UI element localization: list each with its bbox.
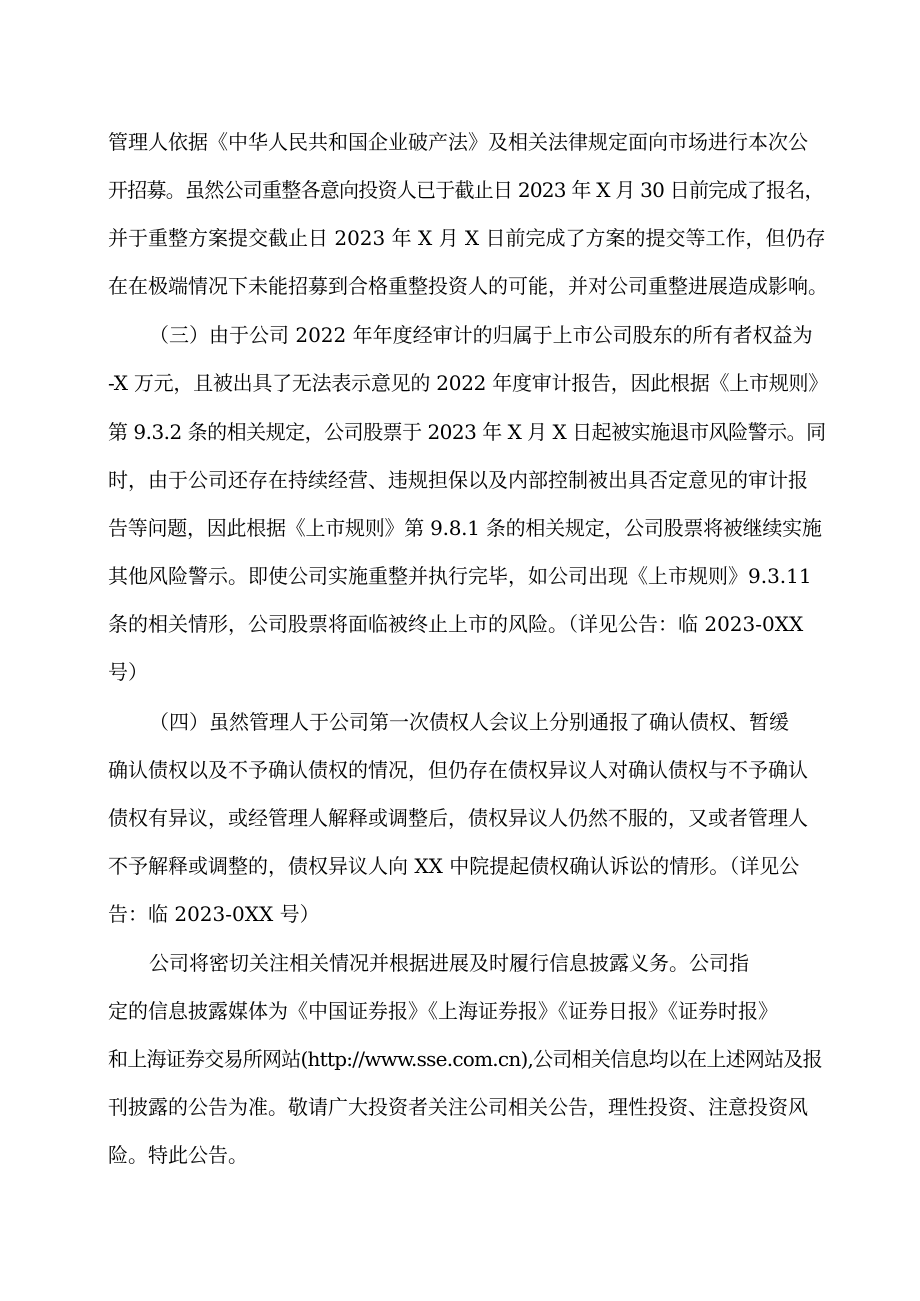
paragraph-4-line-2: 定的信息披露媒体为《中国证券报》《上海证券报》《证券日报》《证券时报》: [108, 999, 778, 1023]
paragraph-2-line-2: -X 万元，且被出具了无法表示意见的 2022 年度审计报告，因此根据《上市规则》: [108, 371, 829, 395]
paragraph-1-line-1: 管理人依据《中华人民共和国企业破产法》及相关法律规定面向市场进行本次公: [108, 130, 808, 154]
paragraph-3-line-5: 告：临 2023-0XX 号）: [108, 902, 320, 926]
paragraph-2-line-6: 其他风险警示。即使公司实施重整并执行完毕，如公司出现《上市规则》9.3.11: [108, 564, 812, 588]
paragraph-2-line-1: （三）由于公司 2022 年年度经审计的归属于上市公司股东的所有者权益为: [149, 323, 813, 347]
paragraph-3-line-2: 确认债权以及不予确认债权的情况，但仍存在债权异议人对确认债权与不予确认: [108, 758, 808, 782]
paragraph-3-line-1: （四）虽然管理人于公司第一次债权人会议上分别通报了确认债权、暂缓: [149, 710, 789, 734]
paragraph-2-line-8: 号）: [108, 660, 148, 684]
paragraph-2-line-3: 第 9.3.2 条的相关规定，公司股票于 2023 年 X 月 X 日起被实施退市风险警示。同: [108, 420, 826, 444]
paragraph-3-line-4: 不予解释或调整的，债权异议人向 XX 中院提起债权确认诉讼的情形。（详见公: [108, 854, 800, 878]
paragraph-1-line-2: 开招募。虽然公司重整各意向投资人已于截止日 2023 年 X 月 30 日前完成了报名，: [108, 178, 824, 202]
paragraph-2-line-4: 时，由于公司还存在持续经营、违规担保以及内部控制被出具否定意见的审计报: [108, 468, 808, 492]
paragraph-4-line-3: 和上海证券交易所网站(http://www.sse.com.cn),公司相关信息均以在上述网站及报: [108, 1047, 822, 1071]
paragraph-1-line-3: 并于重整方案提交截止日 2023 年 X 月 X 日前完成了方案的提交等工作，但仍存: [108, 226, 826, 250]
paragraph-1-line-4: 在在极端情况下未能招募到合格重整投资人的可能，并对公司重整进展造成影响。: [108, 274, 828, 298]
paragraph-2-line-5: 告等问题，因此根据《上市规则》第 9.8.1 条的相关规定，公司股票将被继续实施: [108, 516, 822, 540]
paragraph-4-line-1: 公司将密切关注相关情况并根据进展及时履行信息披露义务。公司指: [149, 951, 749, 975]
paragraph-4-line-5: 险。特此公告。: [108, 1143, 248, 1167]
paragraph-3-line-3: 债权有异议，或经管理人解释或调整后，债权异议人仍然不服的，又或者管理人: [108, 806, 808, 830]
paragraph-2-line-7: 条的相关情形，公司股票将面临被终止上市的风险。（详见公告：临 2023-0XX: [108, 612, 804, 636]
paragraph-4-line-4: 刊披露的公告为准。敬请广大投资者关注公司相关公告，理性投资、注意投资风: [108, 1095, 808, 1119]
